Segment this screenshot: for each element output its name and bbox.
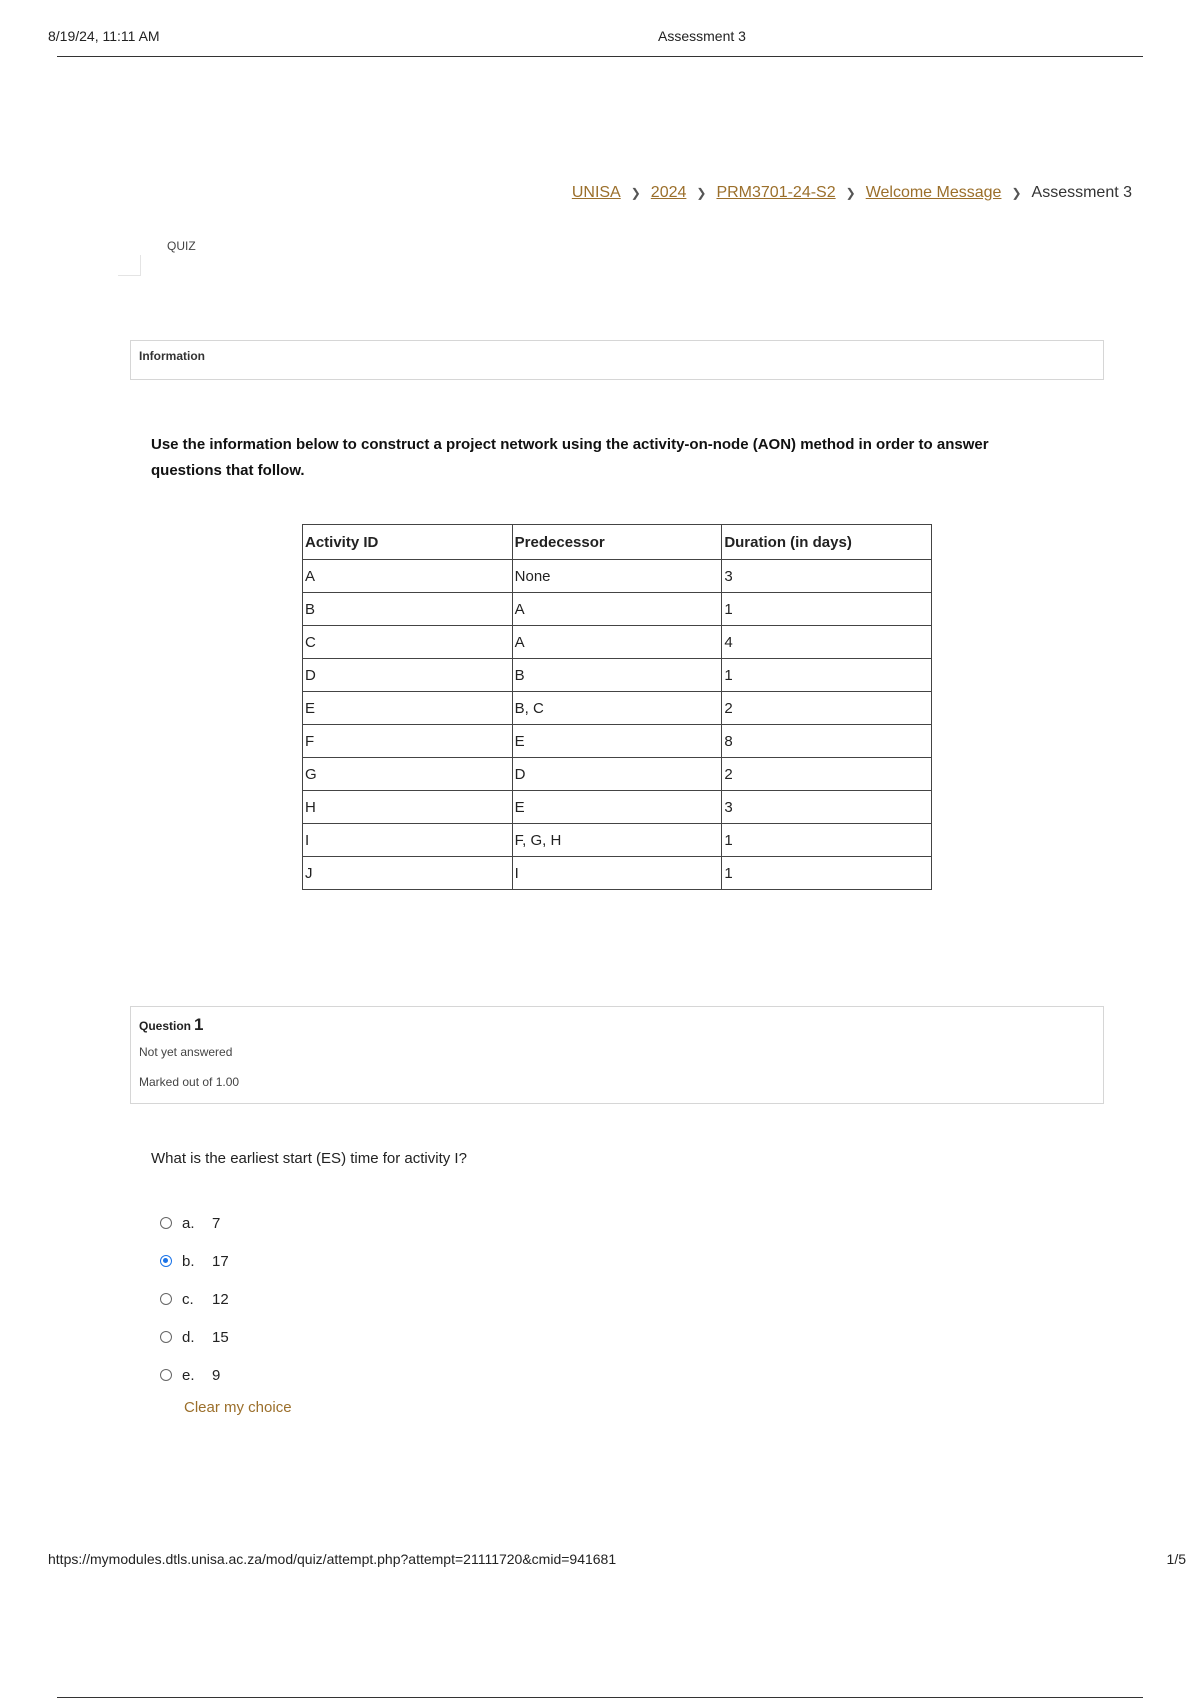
information-label: Information — [139, 349, 205, 363]
table-row — [303, 791, 932, 824]
table-cell: 3 — [722, 791, 932, 824]
print-title: Assessment 3 — [658, 28, 746, 44]
answer-option[interactable] — [160, 1280, 229, 1318]
page-number: 1/5 — [1166, 1551, 1186, 1567]
quiz-icon — [118, 255, 141, 276]
activity-table — [302, 524, 932, 890]
column-header: Activity ID — [303, 525, 513, 560]
table-cell: 8 — [722, 725, 932, 758]
table-cell: E — [303, 692, 513, 725]
table-cell: 1 — [722, 824, 932, 857]
question-label: Question — [139, 1019, 192, 1033]
instructions-text: Use the information below to construct a project network using the activity-on-node (AON) method in order to answer questions that follow. — [151, 436, 989, 479]
table-cell: 2 — [722, 758, 932, 791]
table-cell: 4 — [722, 626, 932, 659]
table-cell: 2 — [722, 692, 932, 725]
answer-value: 15 — [212, 1328, 229, 1346]
answer-option[interactable] — [160, 1242, 229, 1280]
footer-divider — [57, 1697, 1143, 1698]
table-cell: E — [512, 725, 722, 758]
answer-letter: e. — [182, 1366, 195, 1384]
table-cell: 1 — [722, 857, 932, 890]
clear-my-choice-button[interactable]: Clear my choice — [184, 1399, 292, 1416]
breadcrumb-welcome-message[interactable]: Welcome Message — [865, 184, 1002, 201]
table-cell: G — [303, 758, 513, 791]
chevron-right-icon: ❯ — [696, 186, 707, 200]
column-header: Duration (in days) — [722, 525, 932, 560]
question-number-value: 1 — [194, 1015, 204, 1034]
table-cell: D — [303, 659, 513, 692]
page-url: https://mymodules.dtls.unisa.ac.za/mod/quiz/attempt.php?attempt=21111720&cmid=941681 — [48, 1551, 617, 1567]
table-cell: I — [303, 824, 513, 857]
chevron-right-icon: ❯ — [845, 186, 856, 200]
table-row — [303, 824, 932, 857]
table-cell: 3 — [722, 560, 932, 593]
breadcrumb-unisa[interactable]: UNISA — [571, 184, 621, 201]
table-cell: D — [512, 758, 722, 791]
breadcrumb-2024[interactable]: 2024 — [650, 184, 687, 201]
table-row — [303, 692, 932, 725]
table-cell: E — [512, 791, 722, 824]
table-cell: H — [303, 791, 513, 824]
answer-letter: d. — [182, 1328, 195, 1346]
table-cell: C — [303, 626, 513, 659]
table-cell: A — [512, 593, 722, 626]
breadcrumb-course[interactable]: PRM3701-24-S2 — [716, 184, 836, 201]
table-cell: B, C — [512, 692, 722, 725]
column-header: Predecessor — [512, 525, 722, 560]
answer-radio[interactable] — [160, 1369, 172, 1381]
table-cell: 1 — [722, 593, 932, 626]
table-cell: J — [303, 857, 513, 890]
answer-value: 7 — [212, 1214, 221, 1232]
answer-value: 17 — [212, 1252, 229, 1270]
table-cell: None — [512, 560, 722, 593]
answer-radio[interactable] — [160, 1255, 172, 1267]
breadcrumb — [572, 184, 1132, 202]
answer-letter: c. — [182, 1290, 194, 1308]
table-cell: F, G, H — [512, 824, 722, 857]
answer-option[interactable] — [160, 1204, 229, 1242]
table-cell: F — [303, 725, 513, 758]
table-cell: B — [512, 659, 722, 692]
chevron-right-icon: ❯ — [1011, 186, 1022, 200]
chevron-right-icon: ❯ — [630, 186, 641, 200]
question-grade: Marked out of 1.00 — [139, 1075, 240, 1089]
question-info-box — [130, 1006, 1104, 1104]
print-datetime: 8/19/24, 11:11 AM — [48, 28, 160, 44]
breadcrumb-current: Assessment 3 — [1031, 184, 1132, 201]
question-state: Not yet answered — [139, 1045, 233, 1059]
answer-options — [160, 1204, 229, 1394]
table-cell: B — [303, 593, 513, 626]
table-cell: A — [512, 626, 722, 659]
activity-type-label: QUIZ — [167, 239, 196, 253]
answer-radio[interactable] — [160, 1293, 172, 1305]
table-row — [303, 725, 932, 758]
table-row — [303, 758, 932, 791]
answer-radio[interactable] — [160, 1331, 172, 1343]
answer-option[interactable] — [160, 1356, 229, 1394]
table-header-row — [303, 525, 932, 560]
header-divider — [57, 56, 1143, 57]
table-row — [303, 857, 932, 890]
question-number — [139, 1015, 203, 1035]
answer-letter: b. — [182, 1252, 195, 1270]
table-cell: 1 — [722, 659, 932, 692]
information-box — [130, 340, 1104, 380]
answer-value: 12 — [212, 1290, 229, 1308]
table-cell: A — [303, 560, 513, 593]
answer-letter: a. — [182, 1214, 195, 1232]
table-row — [303, 659, 932, 692]
table-row — [303, 560, 932, 593]
table-row — [303, 626, 932, 659]
answer-radio[interactable] — [160, 1217, 172, 1229]
table-row — [303, 593, 932, 626]
answer-value: 9 — [212, 1366, 221, 1384]
question-text: What is the earliest start (ES) time for activity I? — [151, 1150, 467, 1167]
table-cell: I — [512, 857, 722, 890]
answer-option[interactable] — [160, 1318, 229, 1356]
